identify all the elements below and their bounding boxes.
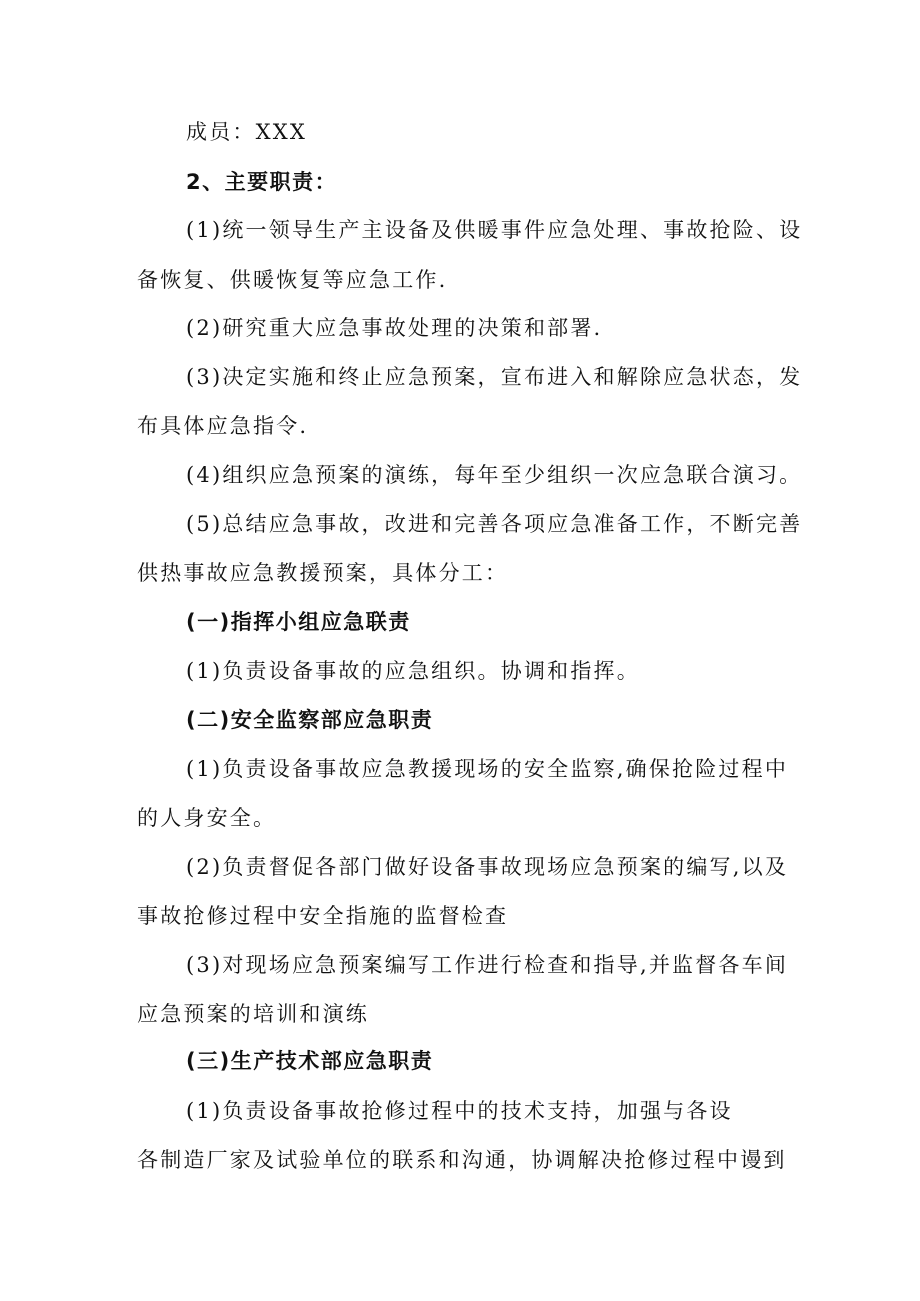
duty-5-line-2: 供热事故应急教援预案，具体分工： <box>137 561 509 585</box>
safety-duty-2-line-2: 事故抢修过程中安全指施的监督检查 <box>137 904 509 928</box>
safety-duty-3-line-2: 应急预案的培训和演练 <box>137 1002 369 1026</box>
safety-duty-1-line-1: (1)负责设备事故应急教援现场的安全监察,确保抢险过程中 <box>186 757 789 781</box>
duty-1-line-1: (1)统一领导生产主设备及供暖事件应急处理、事故抢险、设 <box>186 218 803 242</box>
subsection-heading-command-group: (一)指挥小组应急联责 <box>186 610 411 634</box>
subsection-heading-production-dept: (三)生产技术部应急职责 <box>186 1049 434 1073</box>
production-duty-1-line-1: (1)负责设备事故抢修过程中的技术支持，加强与各设 <box>186 1099 733 1123</box>
safety-duty-2-line-1: (2)负责督促各部门做好设备事故现场应急预案的编写,以及 <box>186 855 789 879</box>
production-duty-1-line-2: 各制造厂家及试验单位的联系和沟通，协调解决抢修过程中谩到 <box>137 1148 787 1172</box>
duty-3-line-2: 布具体应急指令. <box>137 414 309 438</box>
duty-1-line-2: 备恢复、供暖恢复等应急工作. <box>137 268 448 292</box>
subsection-heading-safety-dept: (二)安全监察部应急职责 <box>186 708 434 732</box>
member-line: 成员：XXX <box>186 120 308 144</box>
duty-5-line-1: (5)总结应急事故，改进和完善各项应急准备工作，不断完善 <box>186 512 803 536</box>
duty-3-line-1: (3)决定实施和终止应急预案，宣布进入和解除应急状态，发 <box>186 365 803 389</box>
duty-4-line: (4)组织应急预案的演练，每年至少组织一次应急联合演习。 <box>186 463 803 487</box>
command-duty-1-line: (1)负责设备事故的应急组织。协调和指挥。 <box>186 659 640 683</box>
duty-2-line: (2)研究重大应急事故处理的决策和部署. <box>186 316 603 340</box>
safety-duty-1-line-2: 的人身安全。 <box>137 806 277 830</box>
section-heading-main-duties: 2、主要职责： <box>186 170 338 194</box>
safety-duty-3-line-1: (3)对现场应急预案编写工作进行检查和指导,并监督各车间 <box>186 953 789 977</box>
